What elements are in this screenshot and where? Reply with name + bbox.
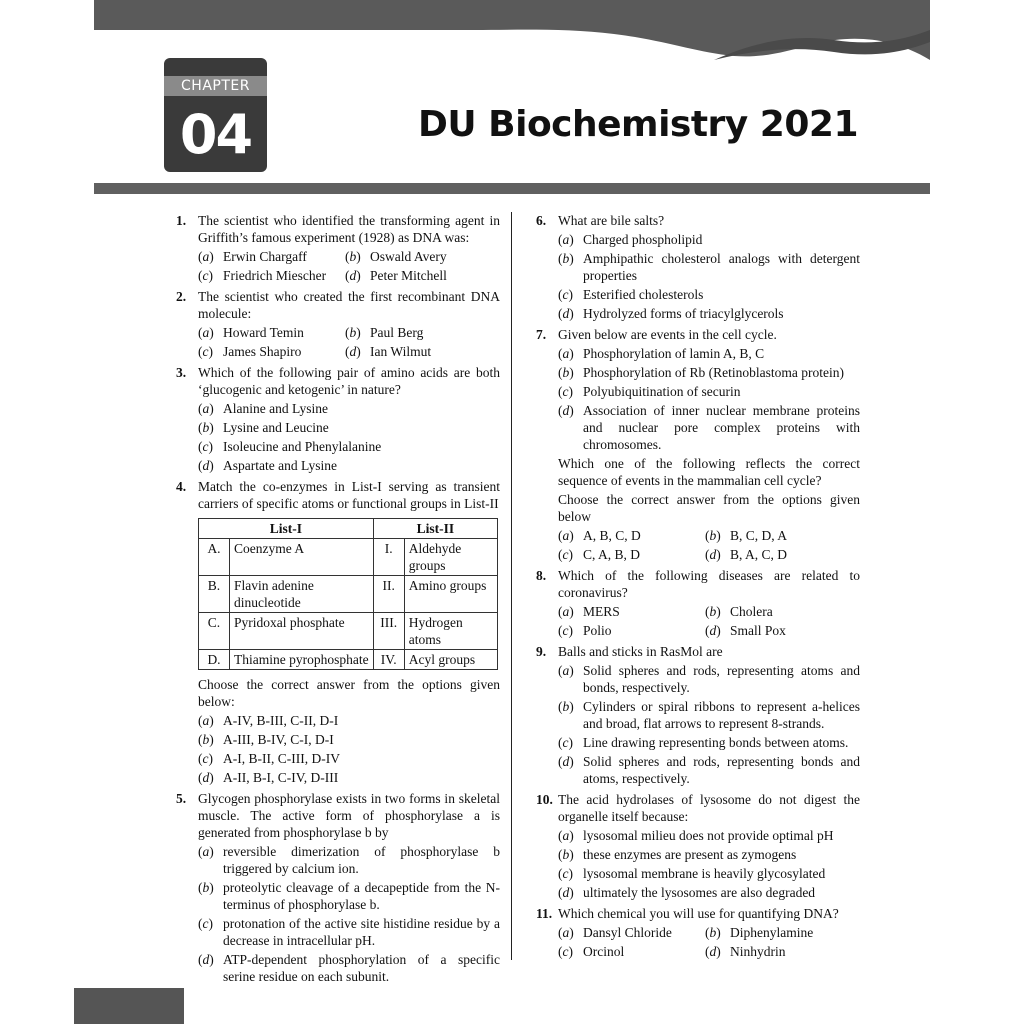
option-text: lysosomal membrane is heavily glycosylated: [583, 866, 826, 881]
option-letter-text: d: [349, 344, 357, 359]
option: [198, 843, 500, 877]
page-title: DU Biochemistry 2021: [418, 104, 858, 145]
question: [176, 364, 500, 474]
option-list: [536, 603, 860, 639]
option: [558, 546, 705, 563]
option-text: proteolytic cleavage of a decapeptide from the N-terminus of phosphorylase b.: [223, 880, 500, 912]
option-list: [536, 662, 860, 787]
option-letter: (b): [705, 925, 721, 940]
question-stem: [536, 791, 860, 825]
option-letter: (b): [345, 249, 361, 264]
option: [558, 305, 860, 322]
option: [558, 943, 705, 960]
option-letter-text: b: [709, 925, 717, 940]
header-wave-band: [94, 0, 930, 60]
option-letter-text: b: [349, 325, 357, 340]
option-letter: (d): [558, 403, 574, 418]
option-letter-text: c: [202, 439, 209, 454]
option-row: [198, 343, 500, 360]
question: [536, 567, 860, 639]
question-text: The acid hydrolases of lysosome do not digest the organelle itself because:: [558, 792, 860, 824]
option-text: A-III, B-IV, C-I, D-I: [223, 732, 334, 747]
option-letter: (c): [558, 866, 573, 881]
option-row: [558, 924, 860, 941]
option-letter-text: d: [562, 885, 570, 900]
option-letter: (a): [198, 325, 214, 340]
option: [705, 943, 852, 960]
list-2-key: I.: [373, 539, 404, 576]
option-letter: (c): [558, 547, 573, 562]
option-text: Howard Temin: [223, 325, 304, 340]
option-row: [558, 603, 860, 620]
footer-block: [74, 988, 184, 1024]
question: [536, 791, 860, 901]
question-number: 2.: [176, 289, 187, 304]
list-2-item: Acyl groups: [404, 650, 497, 670]
option-letter: (c): [198, 751, 213, 766]
option-letter-text: c: [562, 866, 569, 881]
title-divider: [94, 183, 930, 194]
option-letter: (c): [558, 287, 573, 302]
table-row: [199, 576, 498, 613]
option-text: Small Pox: [730, 623, 786, 638]
option-text: Phosphorylation of lamin A, B, C: [583, 346, 765, 361]
question-number: 7.: [536, 327, 547, 342]
option-letter: (a): [558, 232, 574, 247]
option-letter-text: d: [202, 952, 210, 967]
option: [198, 267, 345, 284]
option: [198, 750, 500, 767]
option-letter: (c): [558, 735, 573, 750]
option-letter-text: c: [562, 384, 569, 399]
option-text: ultimately the lysosomes are also degraded: [583, 885, 816, 900]
option-text: A-II, B-I, C-IV, D-III: [223, 770, 339, 785]
option-text: Line drawing representing bonds between atoms.: [583, 735, 849, 750]
question: [536, 212, 860, 322]
list-1-key: D.: [199, 650, 230, 670]
list-2-item: Hydrogen atoms: [404, 613, 497, 650]
option: [558, 603, 705, 620]
option-letter-text: a: [562, 528, 570, 543]
list-2-header: List-II: [373, 519, 497, 539]
list-1-item: Coenzyme A: [230, 539, 374, 576]
option-letter: (b): [705, 604, 721, 619]
option-text: Polio: [583, 623, 612, 638]
option-letter: (a): [198, 401, 214, 416]
option-letter-text: b: [562, 251, 570, 266]
question-text: The scientist who created the first recombinant DNA molecule:: [198, 289, 500, 321]
option-list: [536, 231, 860, 322]
option-letter-text: a: [562, 828, 570, 843]
question-stem: [536, 567, 860, 601]
option: [198, 457, 500, 474]
option-letter-text: d: [709, 623, 717, 638]
option-letter: (a): [198, 844, 214, 859]
option-text: protonation of the active site histidine residue by a decrease in intracellular pH.: [223, 916, 500, 948]
option-letter-text: b: [562, 847, 570, 862]
option-list: [536, 527, 860, 563]
option-text: Phosphorylation of Rb (Retinoblastoma protein): [583, 365, 844, 380]
option: [705, 603, 852, 620]
option-list: [176, 712, 500, 786]
option: [558, 250, 860, 284]
option-list: [176, 843, 500, 985]
question: [176, 790, 500, 985]
option-letter-text: c: [562, 547, 569, 562]
left-column: [176, 212, 500, 989]
table-row: [199, 613, 498, 650]
question: [536, 643, 860, 787]
option-letter-text: c: [202, 916, 209, 931]
option-letter: (a): [558, 604, 574, 619]
question-stem: [536, 905, 860, 922]
option-letter-text: c: [562, 287, 569, 302]
option: [558, 753, 860, 787]
option: [558, 383, 860, 400]
option: [198, 731, 500, 748]
list-1-item: Thiamine pyrophosphate: [230, 650, 374, 670]
option: [198, 879, 500, 913]
option-row: [558, 622, 860, 639]
option-letter-text: a: [562, 925, 570, 940]
option-row: [558, 943, 860, 960]
option-letter: (d): [198, 952, 214, 967]
option: [558, 734, 860, 751]
option: [345, 343, 492, 360]
option-letter: (a): [558, 528, 574, 543]
question-text: Match the co-enzymes in List-I serving as transient carriers of specific atoms or functional groups in List-II: [198, 479, 500, 511]
option: [198, 712, 500, 729]
match-table: [198, 518, 498, 670]
option-letter: (b): [705, 528, 721, 543]
question-stem: [176, 790, 500, 841]
option: [198, 324, 345, 341]
option-text: Ninhydrin: [730, 944, 786, 959]
option-text: B, A, C, D: [730, 547, 788, 562]
option-text: C, A, B, D: [583, 547, 641, 562]
option-letter-text: c: [562, 623, 569, 638]
option: [198, 248, 345, 265]
question: [176, 288, 500, 360]
option-letter: (d): [705, 944, 721, 959]
option: [198, 438, 500, 455]
option-letter: (b): [558, 699, 574, 714]
option-letter-text: c: [562, 944, 569, 959]
list-2-key: III.: [373, 613, 404, 650]
option-text: Lysine and Leucine: [223, 420, 329, 435]
option-letter: (d): [705, 547, 721, 562]
question-stem: [536, 212, 860, 229]
option: [198, 343, 345, 360]
option-letter: (d): [705, 623, 721, 638]
option-text: Hydrolyzed forms of triacylglycerols: [583, 306, 784, 321]
option-letter-text: a: [202, 325, 210, 340]
question-text: Given below are events in the cell cycle.: [558, 327, 777, 342]
option: [198, 915, 500, 949]
option-letter: (d): [558, 754, 574, 769]
option-text: MERS: [583, 604, 620, 619]
option: [558, 698, 860, 732]
option-row: [558, 546, 860, 563]
question-number: 3.: [176, 365, 187, 380]
option-text: these enzymes are present as zymogens: [583, 847, 797, 862]
option-letter-text: d: [202, 458, 210, 473]
list-1-key: A.: [199, 539, 230, 576]
option-row: [198, 324, 500, 341]
question: [176, 212, 500, 284]
option-text: Cholera: [730, 604, 773, 619]
question-number: 5.: [176, 791, 187, 806]
option-text: lysosomal milieu does not provide optimal pH: [583, 828, 834, 843]
option-letter: (d): [345, 344, 361, 359]
option-letter-text: c: [202, 751, 209, 766]
option-letter: (a): [558, 346, 574, 361]
option: [558, 662, 860, 696]
question-stem: [536, 326, 860, 343]
option-letter-text: b: [349, 249, 357, 264]
option-list: [536, 827, 860, 901]
option-letter: (b): [198, 732, 214, 747]
option: [345, 248, 492, 265]
option-letter-text: d: [562, 306, 570, 321]
question-number: 1.: [176, 213, 187, 228]
option-letter-text: b: [202, 880, 210, 895]
option: [705, 622, 852, 639]
option-text: B, C, D, A: [730, 528, 788, 543]
option-letter-text: b: [709, 604, 717, 619]
option: [345, 267, 492, 284]
chapter-badge: [164, 58, 267, 172]
option-letter-text: a: [202, 713, 210, 728]
option-letter-text: b: [562, 365, 570, 380]
list-1-key: C.: [199, 613, 230, 650]
option: [558, 827, 860, 844]
option: [198, 951, 500, 985]
option-letter-text: d: [709, 944, 717, 959]
option: [558, 364, 860, 381]
option-letter-text: c: [562, 735, 569, 750]
question-number: 4.: [176, 479, 187, 494]
option: [198, 400, 500, 417]
question-number: 9.: [536, 644, 547, 659]
option-list: [176, 400, 500, 474]
option-letter-text: a: [562, 346, 570, 361]
option-letter: (c): [558, 623, 573, 638]
question: [536, 905, 860, 960]
option-letter-text: d: [562, 403, 570, 418]
option-letter: (c): [198, 344, 213, 359]
option-text: A-I, B-II, C-III, D-IV: [223, 751, 340, 766]
option: [705, 546, 852, 563]
question-stem: [176, 288, 500, 322]
option: [558, 865, 860, 882]
question: [176, 478, 500, 786]
chapter-number: 04: [179, 103, 252, 166]
option-letter-text: b: [562, 699, 570, 714]
option-letter-text: c: [202, 344, 209, 359]
option-letter: (d): [345, 268, 361, 283]
option-letter: (a): [558, 663, 574, 678]
chapter-label: CHAPTER: [164, 76, 267, 96]
list-1-item: Flavin adenine dinucleotide: [230, 576, 374, 613]
option-text: James Shapiro: [223, 344, 302, 359]
option-letter-text: b: [709, 528, 717, 543]
option-text: Dansyl Chloride: [583, 925, 672, 940]
option-row: [558, 527, 860, 544]
option-letter: (d): [558, 306, 574, 321]
option-letter: (c): [198, 916, 213, 931]
question-stem: [536, 643, 860, 660]
option-letter-text: a: [562, 604, 570, 619]
option-letter: (a): [198, 249, 214, 264]
option-list: [536, 345, 860, 453]
option-letter: (c): [198, 268, 213, 283]
option-text: Oswald Avery: [370, 249, 447, 264]
instruction-text: Choose the correct answer from the options given below: [558, 492, 860, 524]
question-stem: [176, 478, 500, 512]
option-text: Solid spheres and rods, representing atoms and bonds, respectively.: [583, 663, 860, 695]
option-text: Polyubiquitination of securin: [583, 384, 741, 399]
option-text: Esterified cholesterols: [583, 287, 704, 302]
option-letter: (d): [558, 885, 574, 900]
option-list: [176, 324, 500, 360]
option-letter-text: d: [562, 754, 570, 769]
option-list: [536, 924, 860, 960]
option-text: Friedrich Miescher: [223, 268, 327, 283]
option-letter: (c): [558, 384, 573, 399]
option-text: Isoleucine and Phenylalanine: [223, 439, 382, 454]
option-text: Alanine and Lysine: [223, 401, 328, 416]
question-text: The scientist who identified the transforming agent in Griffith’s famous experiment (1928) as DNA was:: [198, 213, 500, 245]
option-letter: (b): [558, 251, 574, 266]
option-letter-text: b: [202, 732, 210, 747]
option-letter-text: d: [709, 547, 717, 562]
option-text: Orcinol: [583, 944, 625, 959]
option: [558, 527, 705, 544]
instruction-text: Which one of the following reflects the correct sequence of events in the mammalian cell cycle?: [558, 456, 860, 488]
option-text: Ian Wilmut: [370, 344, 432, 359]
question-stem: [176, 364, 500, 398]
option-letter: (a): [198, 713, 214, 728]
list-2-key: IV.: [373, 650, 404, 670]
option-letter-text: d: [349, 268, 357, 283]
option-letter-text: c: [202, 268, 209, 283]
right-column: [536, 212, 860, 964]
option-text: Peter Mitchell: [370, 268, 447, 283]
question-text: Which of the following diseases are related to coronavirus?: [558, 568, 860, 600]
option-text: Aspartate and Lysine: [223, 458, 337, 473]
option-text: Diphenylamine: [730, 925, 814, 940]
list-2-item: Aldehyde groups: [404, 539, 497, 576]
option: [198, 419, 500, 436]
table-row: [199, 539, 498, 576]
option: [558, 345, 860, 362]
option-letter-text: d: [202, 770, 210, 785]
option-list: [176, 248, 500, 284]
option-text: Association of inner nuclear membrane proteins and nuclear pore complex proteins with chromosomes.: [583, 403, 860, 452]
option: [198, 769, 500, 786]
option: [558, 622, 705, 639]
option-letter: (a): [558, 828, 574, 843]
option-letter-text: a: [202, 844, 210, 859]
option-letter: (a): [558, 925, 574, 940]
option-text: A, B, C, D: [583, 528, 641, 543]
option: [558, 402, 860, 453]
option-letter: (b): [345, 325, 361, 340]
option-text: Amphipathic cholesterol analogs with detergent properties: [583, 251, 860, 283]
option-letter: (d): [198, 458, 214, 473]
option-text: reversible dimerization of phosphorylase b triggered by calcium ion.: [223, 844, 500, 876]
question-stem: [176, 212, 500, 246]
question-text: Glycogen phosphorylase exists in two forms in skeletal muscle. The active form of phosphorylase a is generated from phosphorylase b by: [198, 791, 500, 840]
list-2-key: II.: [373, 576, 404, 613]
column-divider: [511, 212, 512, 960]
option-letter: (c): [558, 944, 573, 959]
option: [558, 924, 705, 941]
option-text: A-IV, B-III, C-II, D-I: [223, 713, 339, 728]
option: [558, 884, 860, 901]
option-text: Erwin Chargaff: [223, 249, 307, 264]
option-text: Solid spheres and rods, representing bonds and atoms, respectively.: [583, 754, 860, 786]
list-1-item: Pyridoxal phosphate: [230, 613, 374, 650]
question-number: 11.: [536, 906, 553, 921]
option-text: Charged phospholipid: [583, 232, 703, 247]
list-2-item: Amino groups: [404, 576, 497, 613]
option-text: ATP-dependent phosphorylation of a specific serine residue on each subunit.: [223, 952, 500, 984]
option-letter: (b): [558, 365, 574, 380]
question-text: Which of the following pair of amino acids are both ‘glucogenic and ketogenic’ in nature?: [198, 365, 500, 397]
question-number: 6.: [536, 213, 547, 228]
option-text: Cylinders or spiral ribbons to represent a-helices and broad, flat arrows to represent 8-strands.: [583, 699, 860, 731]
question: [536, 326, 860, 563]
option-letter: (c): [198, 439, 213, 454]
option: [558, 231, 860, 248]
question-number: 8.: [536, 568, 547, 583]
option: [558, 286, 860, 303]
option-letter-text: a: [202, 401, 210, 416]
option: [705, 527, 852, 544]
question-text: Which chemical you will use for quantifying DNA?: [558, 906, 839, 921]
option-letter: (d): [198, 770, 214, 785]
instruction-text: Choose the correct answer from the options given below:: [198, 677, 500, 709]
question-text: Balls and sticks in RasMol are: [558, 644, 723, 659]
option-row: [198, 248, 500, 265]
option-text: Paul Berg: [370, 325, 424, 340]
option-letter-text: b: [202, 420, 210, 435]
option-letter: (b): [198, 420, 214, 435]
option-row: [198, 267, 500, 284]
option-letter-text: a: [562, 232, 570, 247]
table-row: [199, 650, 498, 670]
option-letter: (b): [558, 847, 574, 862]
option: [558, 846, 860, 863]
list-1-key: B.: [199, 576, 230, 613]
list-1-header: List-I: [199, 519, 374, 539]
option: [345, 324, 492, 341]
option-letter: (b): [198, 880, 214, 895]
option: [705, 924, 852, 941]
question-number: 10.: [536, 792, 553, 807]
option-letter-text: a: [562, 663, 570, 678]
option-letter-text: a: [202, 249, 210, 264]
question-text: What are bile salts?: [558, 213, 665, 228]
